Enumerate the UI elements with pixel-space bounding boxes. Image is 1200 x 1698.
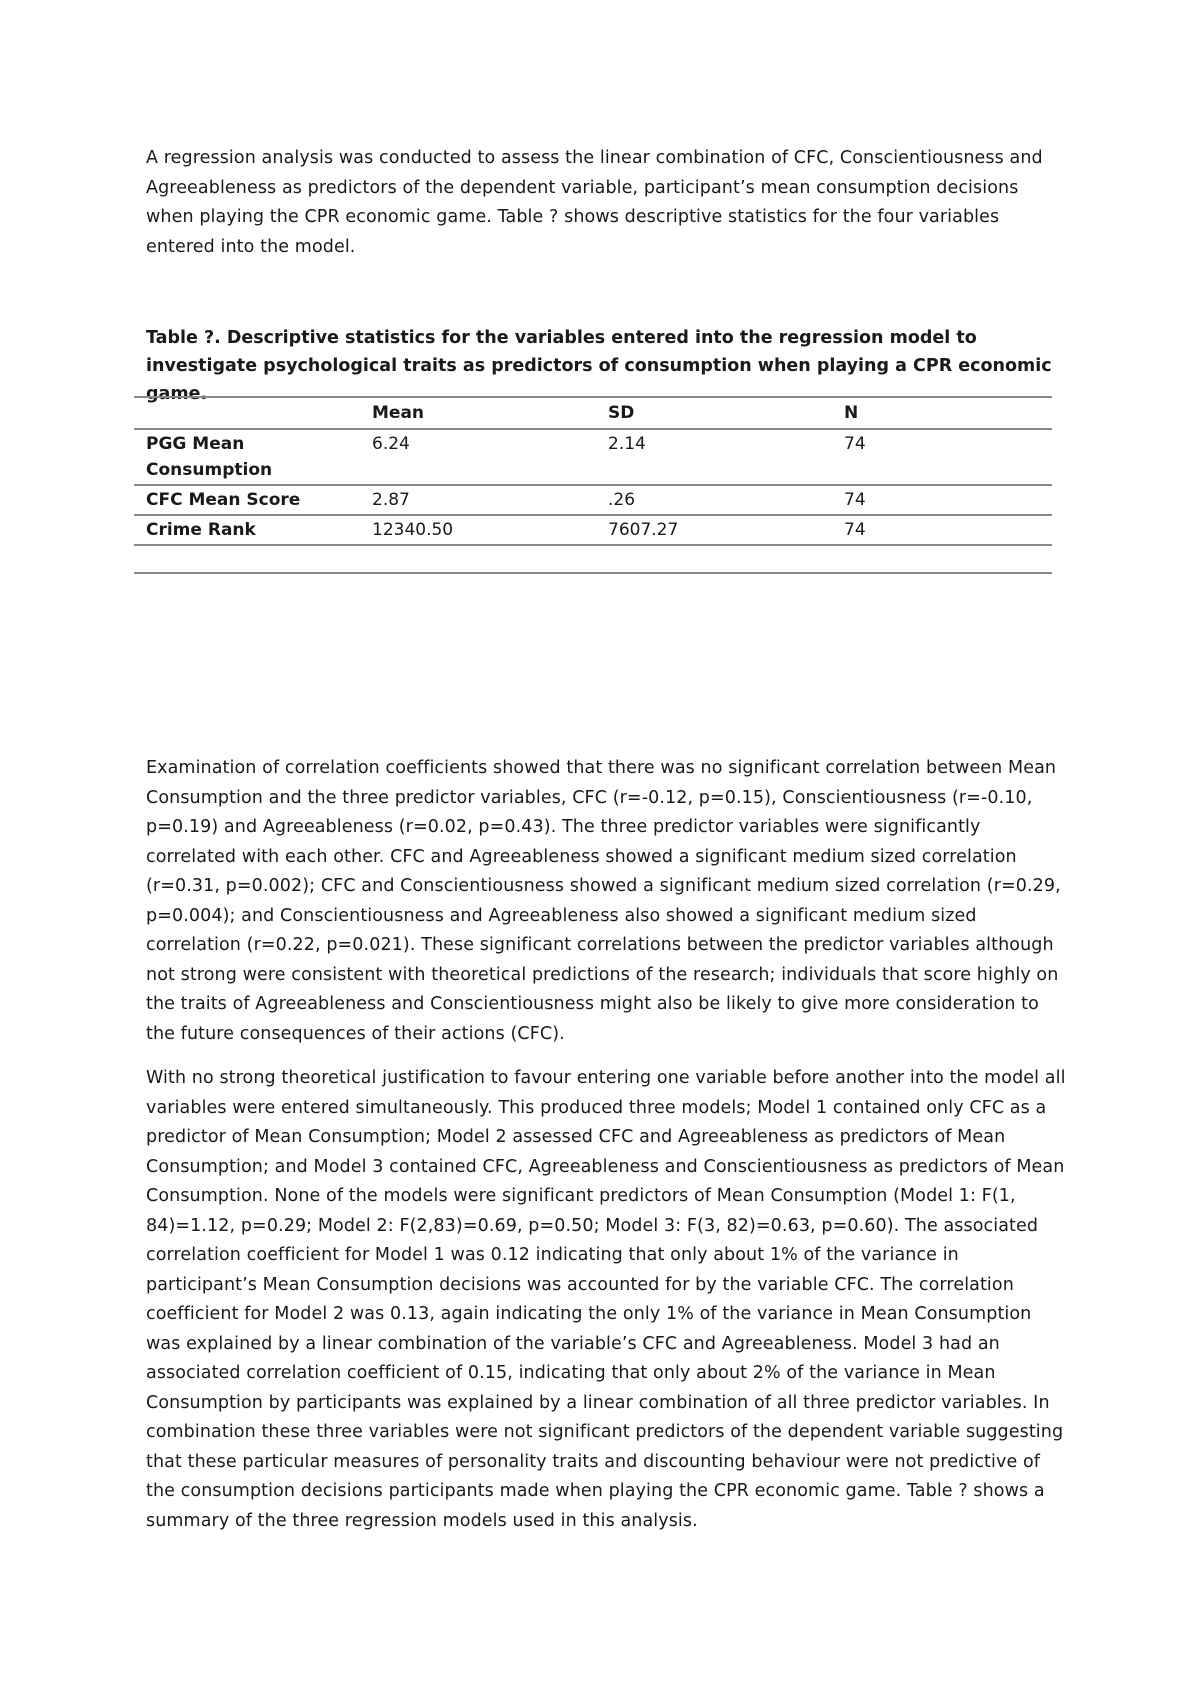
header-n: N	[832, 397, 1052, 429]
intro-paragraph: A regression analysis was conducted to assess the linear combination of CFC, Conscientiousness and Agreeableness as predictors of the dependent variable, participant’s mean consumption decisions when playing the CPR economic game. Table ? shows descriptive statistics for the four variables entered into the model.	[146, 148, 1043, 257]
cell-mean: 12340.50	[360, 515, 596, 545]
table-caption: Table ?. Descriptive statistics for the variables entered into the regression model to investigate psychological traits as predictors of consumption when playing a CPR economic game.	[146, 328, 1052, 404]
cell-mean: 2.87	[360, 485, 596, 515]
row-label: PGG Mean Consumption	[134, 429, 360, 485]
row-label: Crime Rank	[134, 515, 360, 545]
cell-mean: 6.24	[360, 429, 596, 485]
row-label: CFC Mean Score	[134, 485, 360, 515]
cell-sd: .26	[596, 485, 832, 515]
table-row	[134, 485, 1052, 515]
table-empty-row	[134, 545, 1052, 573]
cell-n: 74	[832, 485, 1052, 515]
table-header-row	[134, 397, 1052, 429]
header-mean: Mean	[360, 397, 596, 429]
header-blank	[134, 397, 360, 429]
header-sd: SD	[596, 397, 832, 429]
cell-n: 74	[832, 429, 1052, 485]
descriptive-stats-table	[134, 396, 1052, 574]
table-row	[134, 515, 1052, 545]
cell-sd: 2.14	[596, 429, 832, 485]
correlation-paragraph: Examination of correlation coefficients showed that there was no significant correlation between Mean Consumption and the three predictor variables, CFC (r=-0.12, p=0.15), Conscientiousness (r=-0.10, p=0.19) and Agreeableness (r=0.02, p=0.43). The three predictor variables were significantly correlated with each other. CFC and Agreeableness showed a significant medium sized correlation (r=0.31, p=0.002); CFC and Conscientiousness showed a significant medium sized correlation (r=0.29, p=0.004); and Conscientiousness and Agreeableness also showed a significant medium sized correlation (r=0.22, p=0.021). These significant correlations between the predictor variables although not strong were consistent with theoretical predictions of the research; individuals that score highly on the traits of Agreeableness and Conscientiousness might also be likely to give more consideration to the future consequences of their actions (CFC).	[146, 758, 1061, 1044]
table-row	[134, 429, 1052, 485]
cell-sd: 7607.27	[596, 515, 832, 545]
cell-n: 74	[832, 515, 1052, 545]
regression-paragraph: With no strong theoretical justification to favour entering one variable before another into the model all variables were entered simultaneously. This produced three models; Model 1 contained only CFC as a predictor of Mean Consumption; Model 2 assessed CFC and Agreeableness as predictors of Mean Consumption; and Model 3 contained CFC, Agreeableness and Conscientiousness as predictors of Mean Consumption. None of the models were significant predictors of Mean Consumption (Model 1: F(1, 84)=1.12, p=0.29; Model 2: F(2,83)=0.69, p=0.50; Model 3: F(3, 82)=0.63, p=0.60). The associated correlation coefficient for Model 1 was 0.12 indicating that only about 1% of the variance in participant’s Mean Consumption decisions was accounted for by the variable CFC. The correlation coefficient for Model 2 was 0.13, again indicating the only 1% of the variance in Mean Consumption was explained by a linear combination of the variable’s CFC and Agreeableness. Model 3 had an associated correlation coefficient of 0.15, indicating that only about 2% of the variance in Mean Consumption by participants was explained by a linear combination of all three predictor variables. In combination these three variables were not significant predictors of the dependent variable suggesting that these particular measures of personality traits and discounting behaviour were not predictive of the consumption decisions participants made when playing the CPR economic game. Table ? shows a summary of the three regression models used in this analysis.	[146, 1068, 1066, 1531]
